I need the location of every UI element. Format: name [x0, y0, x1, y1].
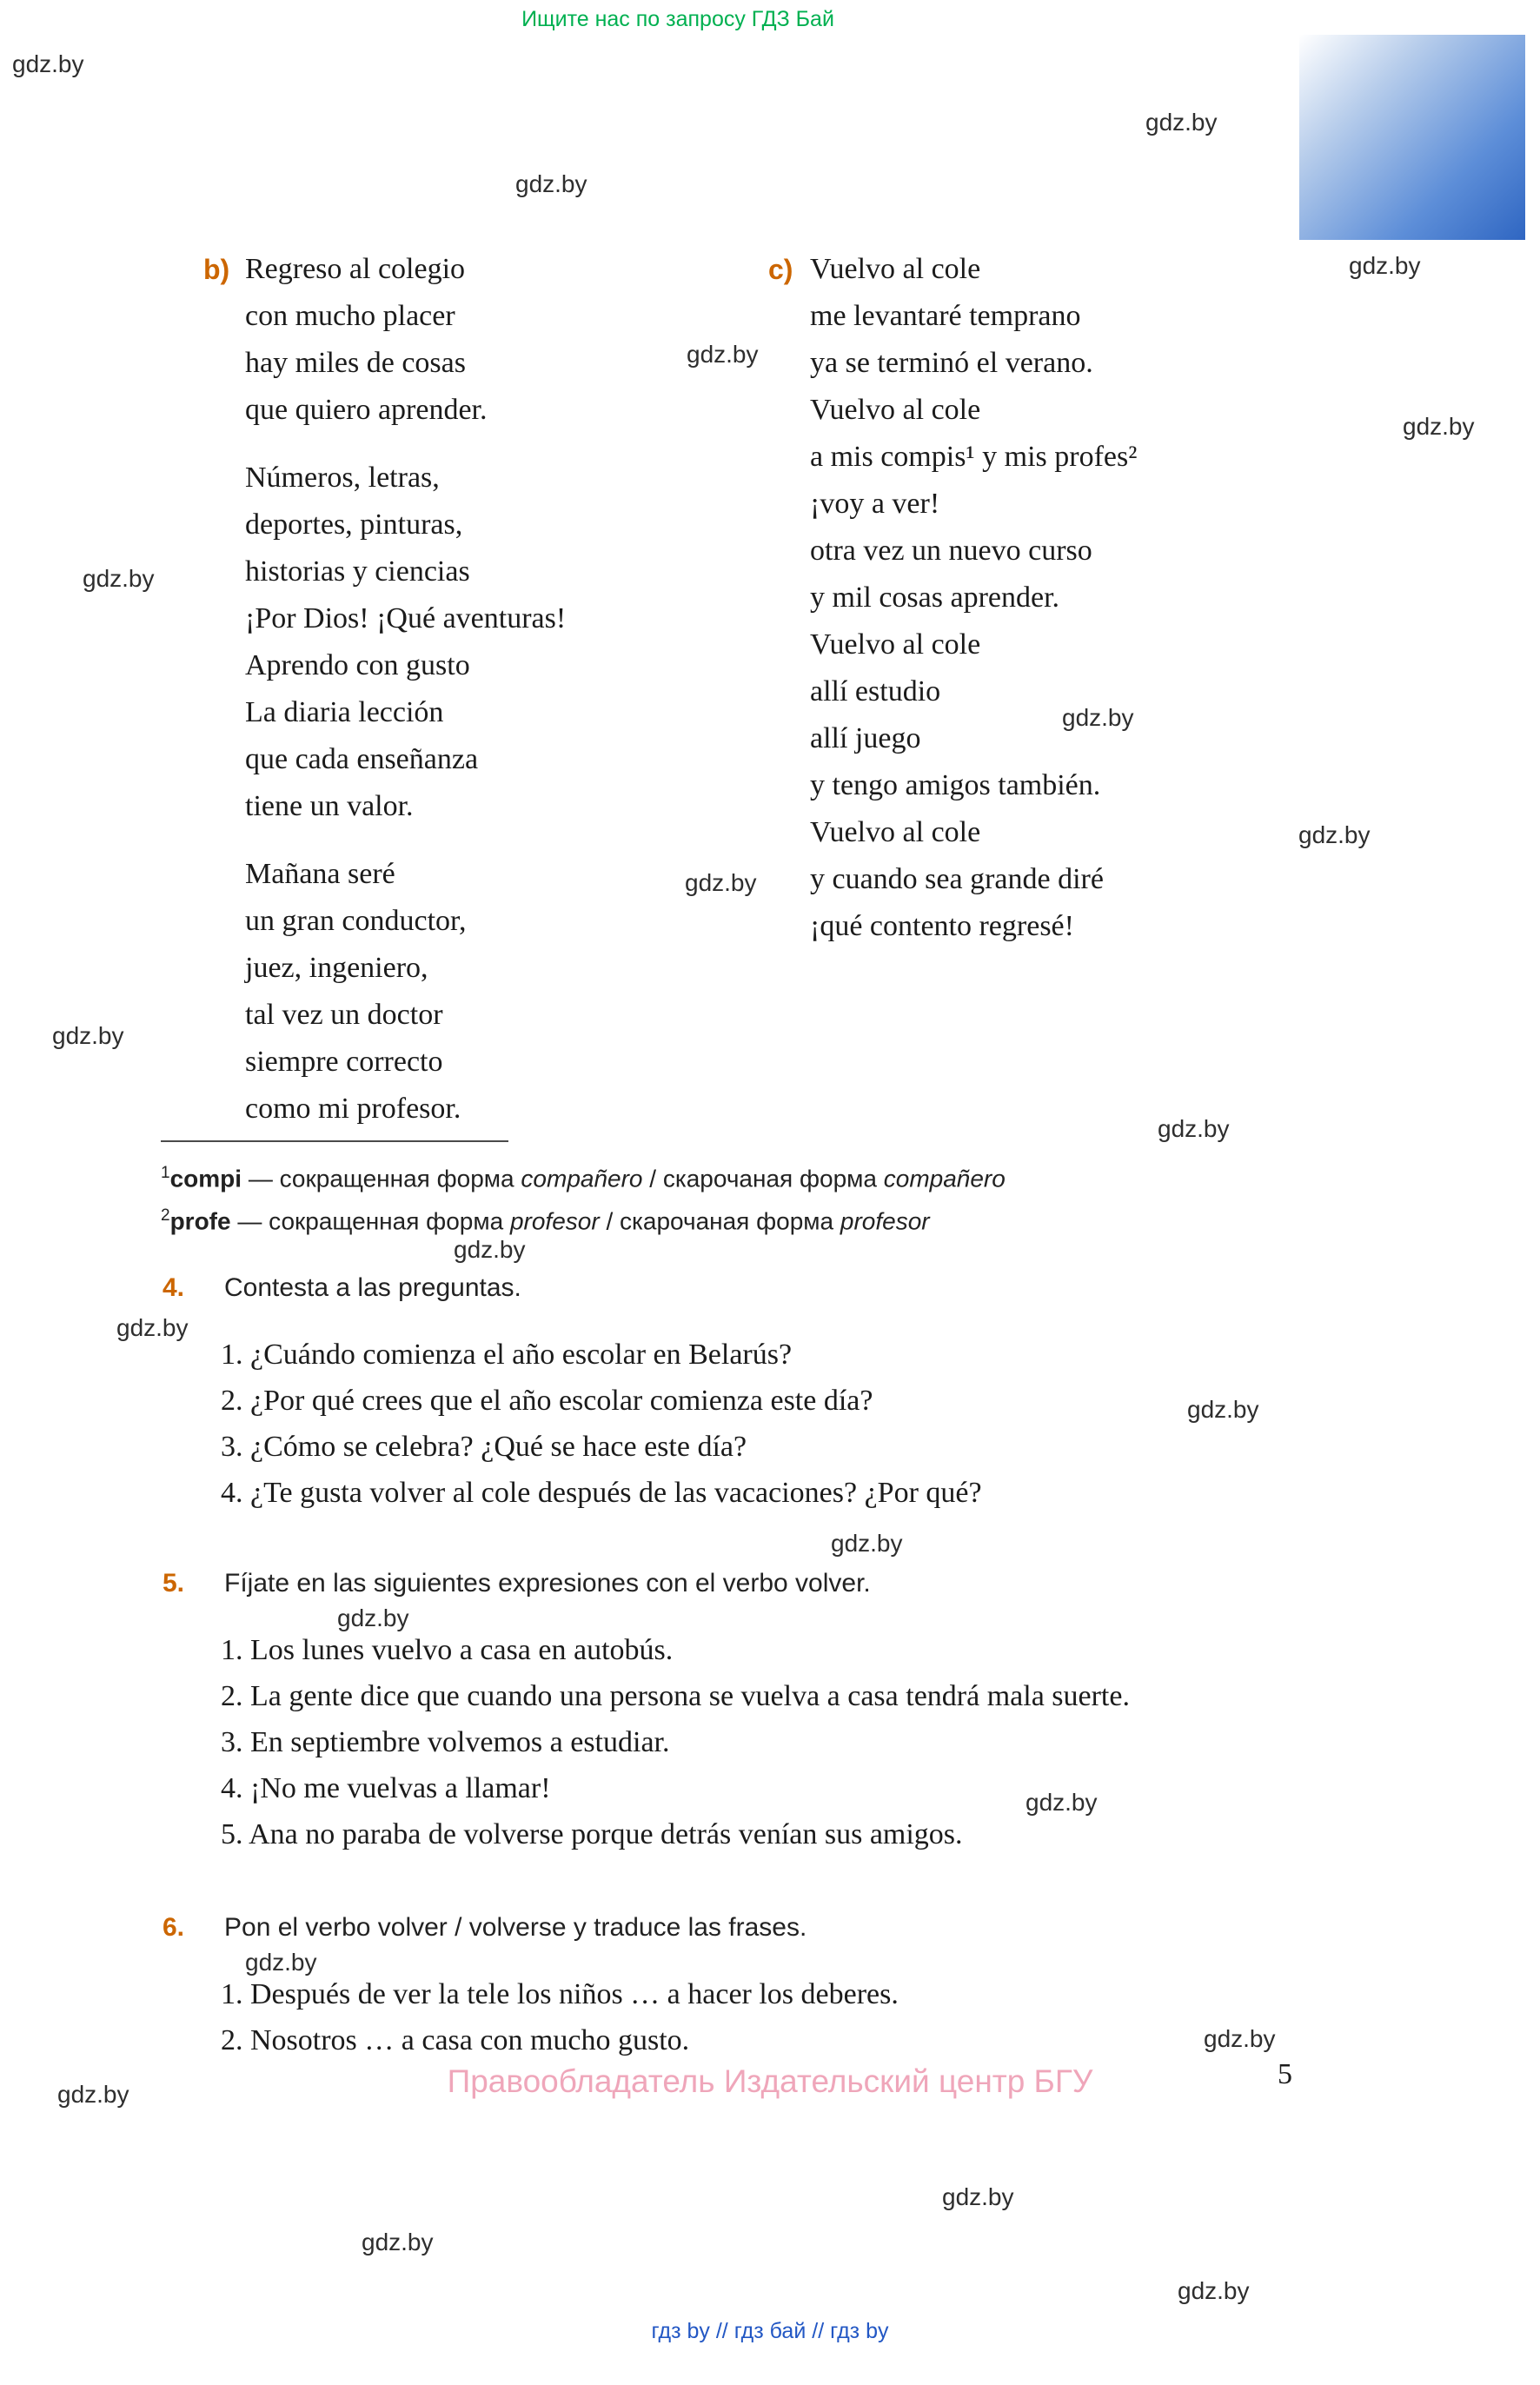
poem-line: hay miles de cosas — [245, 347, 466, 379]
link-separator: // — [806, 2319, 831, 2343]
exercise-6-number: 6. — [163, 1913, 185, 1942]
gdz-watermark: gdz.by — [1204, 2025, 1276, 2052]
poem-line: que quiero aprender. — [245, 394, 488, 426]
gdz-link[interactable]: гдз by — [651, 2319, 710, 2343]
poem-line: allí juego — [810, 722, 921, 754]
exercise-6 — [163, 1908, 899, 2063]
poem-line: ya se terminó el verano. — [810, 347, 1093, 379]
gdz-link[interactable]: гдз бай — [733, 2319, 807, 2343]
poem-b-stanza-1 — [245, 246, 566, 434]
gdz-watermark: gdz.by — [12, 50, 84, 77]
question-item: 2. ¿Por qué crees que el año escolar comienza este día? — [221, 1385, 873, 1417]
gdz-watermark: gdz.by — [685, 869, 757, 896]
footnote-compi — [161, 1154, 1006, 1197]
gdz-watermark: gdz.by — [1187, 1396, 1259, 1423]
exercise-6-items — [221, 1971, 899, 2063]
gdz-watermark: gdz.by — [52, 1022, 124, 1049]
poem-line: juez, ingeniero, — [245, 952, 428, 984]
poem-c-stanza-1 — [810, 246, 1137, 950]
poem-line: Números, letras, — [245, 462, 440, 494]
footnote-label-by: скарочаная форма — [662, 1165, 884, 1192]
poem-line: Mañana seré — [245, 858, 395, 890]
poem-line: otra vez un nuevo curso — [810, 535, 1092, 567]
promo-text: Ищите нас по запросу ГДЗ Бай — [521, 7, 834, 31]
gdz-watermark: gdz.by — [245, 1949, 317, 1976]
poem-line: Vuelvo al cole — [810, 394, 981, 426]
page-number: 5 — [1278, 2058, 1292, 2090]
gdz-watermark: gdz.by — [1403, 413, 1475, 440]
gdz-watermark: gdz.by — [1158, 1115, 1230, 1142]
poem-line: Vuelvo al cole — [810, 816, 981, 848]
poem-line: como mi profesor. — [245, 1093, 461, 1125]
poem-line: tiene un valor. — [245, 790, 414, 822]
footnote-word: compañero — [521, 1165, 643, 1192]
exercise-4-items — [221, 1332, 982, 1516]
gdz-watermark: gdz.by — [1145, 109, 1218, 136]
poem-line: tal vez un doctor — [245, 999, 443, 1031]
footnotes-block — [161, 1140, 1006, 1240]
gdz-watermark: gdz.by — [831, 1530, 903, 1557]
sentence-item: 2. La gente dice que cuando una persona se vuelva a casa tendrá mala suerte. — [221, 1680, 1130, 1712]
gdz-watermark: gdz.by — [83, 565, 155, 592]
footnote-label-ru: сокращенная форма — [279, 1165, 521, 1192]
question-item: 3. ¿Cómo se celebra? ¿Qué se hace este día? — [221, 1431, 747, 1463]
poem-line: un gran conductor, — [245, 905, 467, 937]
exercise-4 — [163, 1268, 982, 1516]
gdz-watermark: gdz.by — [687, 341, 759, 368]
footnote-dash: — — [230, 1207, 269, 1235]
poem-b-stanza-2 — [245, 455, 566, 830]
poem-line: a mis compis¹ y mis profes² — [810, 441, 1138, 473]
footnote-sep: / — [599, 1207, 621, 1235]
gdz-link[interactable]: гдз by — [830, 2319, 889, 2343]
footnote-term: compi — [169, 1165, 242, 1192]
gdz-watermark: gdz.by — [1178, 2277, 1250, 2304]
poem-line: que cada enseñanza — [245, 743, 479, 775]
exercise-5-heading — [163, 1564, 1130, 1603]
footnote-marker: 1 — [161, 1164, 170, 1182]
poem-line: La diaria lección — [245, 696, 444, 728]
bottom-links — [0, 2319, 1540, 2344]
poem-b — [203, 246, 567, 1133]
copyright-text: Правообладатель Издательский центр БГУ — [447, 2063, 1093, 2099]
poem-line: historias y ciencias — [245, 555, 470, 588]
question-item: 1. ¿Cuándo comienza el año escolar en Belarús? — [221, 1339, 793, 1371]
footnote-word: profesor — [840, 1207, 930, 1235]
gdz-watermark: gdz.by — [1026, 1789, 1098, 1816]
exercise-4-title: Contesta a las preguntas. — [224, 1273, 521, 1302]
sentence-item: 5. Ana no paraba de volverse porque detrás venían sus amigos. — [221, 1818, 963, 1850]
gdz-watermark: gdz.by — [1062, 704, 1134, 731]
footnote-word: compañero — [883, 1165, 1006, 1192]
sentence-item: 3. En septiembre volvemos a estudiar. — [221, 1726, 670, 1758]
footnote-label-by: скарочаная форма — [620, 1207, 840, 1235]
poem-line: me levantaré temprano — [810, 300, 1081, 332]
poem-line: con mucho placer — [245, 300, 455, 332]
poem-line: Regreso al colegio — [245, 253, 466, 285]
poem-b-stanza-3 — [245, 851, 566, 1133]
poem-line: ¡Por Dios! ¡Qué aventuras! — [245, 602, 567, 634]
poem-line: y mil cosas aprender. — [810, 581, 1060, 614]
sentence-item: 1. Después de ver la tele los niños … a hacer los deberes. — [221, 1978, 899, 2010]
poem-line: ¡qué contento regresé! — [810, 910, 1074, 942]
sentence-item: 4. ¡No me vuelvas a llamar! — [221, 1772, 551, 1804]
exercise-6-title: Pon el verbo volver / volverse y traduce las frases. — [224, 1913, 807, 1942]
poem-c-label: c) — [768, 254, 793, 285]
gdz-watermark: gdz.by — [454, 1236, 526, 1263]
footnote-term: profe — [169, 1207, 231, 1235]
footnote-profe — [161, 1197, 1006, 1239]
footnote-dash: — — [242, 1165, 280, 1192]
exercise-5 — [163, 1564, 1130, 1857]
poem-c — [768, 246, 1138, 950]
gdz-watermark: gdz.by — [515, 170, 587, 197]
poem-line: deportes, pinturas, — [245, 508, 463, 541]
poem-b-label: b) — [203, 254, 230, 285]
sentence-item: 1. Los lunes vuelvo a casa en autobús. — [221, 1634, 674, 1666]
poem-line: allí estudio — [810, 675, 941, 708]
blue-gradient-image — [1299, 35, 1525, 240]
exercise-5-items — [221, 1627, 1130, 1857]
sentence-item: 2. Nosotros … a casa con mucho gusto. — [221, 2024, 690, 2056]
footnote-sep: / — [642, 1165, 663, 1192]
poem-line: Aprendo con gusto — [245, 649, 470, 681]
footnote-word: profesor — [509, 1207, 600, 1235]
footnote-divider — [161, 1140, 508, 1142]
gdz-watermark: gdz.by — [337, 1604, 409, 1631]
exercise-4-number: 4. — [163, 1273, 185, 1302]
poem-line: Vuelvo al cole — [810, 628, 981, 661]
exercise-6-heading — [163, 1908, 899, 1947]
question-item: 4. ¿Te gusta volver al cole después de las vacaciones? ¿Por qué? — [221, 1477, 982, 1509]
gdz-watermark: gdz.by — [362, 2229, 434, 2255]
link-separator: // — [709, 2319, 734, 2343]
poem-line: siempre correcto — [245, 1046, 443, 1078]
gdz-watermark: gdz.by — [1349, 252, 1421, 279]
gdz-watermark: gdz.by — [57, 2081, 129, 2108]
gdz-watermark: gdz.by — [116, 1314, 189, 1341]
exercise-4-heading — [163, 1268, 982, 1307]
footnote-label-ru: сокращенная форма — [269, 1207, 510, 1235]
poem-line: y tengo amigos también. — [810, 769, 1101, 801]
footnote-marker: 2 — [161, 1206, 170, 1226]
gdz-watermark: gdz.by — [1298, 821, 1371, 848]
poem-line: Vuelvo al cole — [810, 253, 981, 285]
poem-line: y cuando sea grande diré — [810, 863, 1104, 895]
gdz-watermark: gdz.by — [942, 2183, 1014, 2210]
exercise-5-title: Fíjate en las siguientes expresiones con el verbo volver. — [224, 1569, 871, 1598]
exercise-5-number: 5. — [163, 1569, 185, 1598]
poem-line: ¡voy a ver! — [810, 488, 940, 520]
